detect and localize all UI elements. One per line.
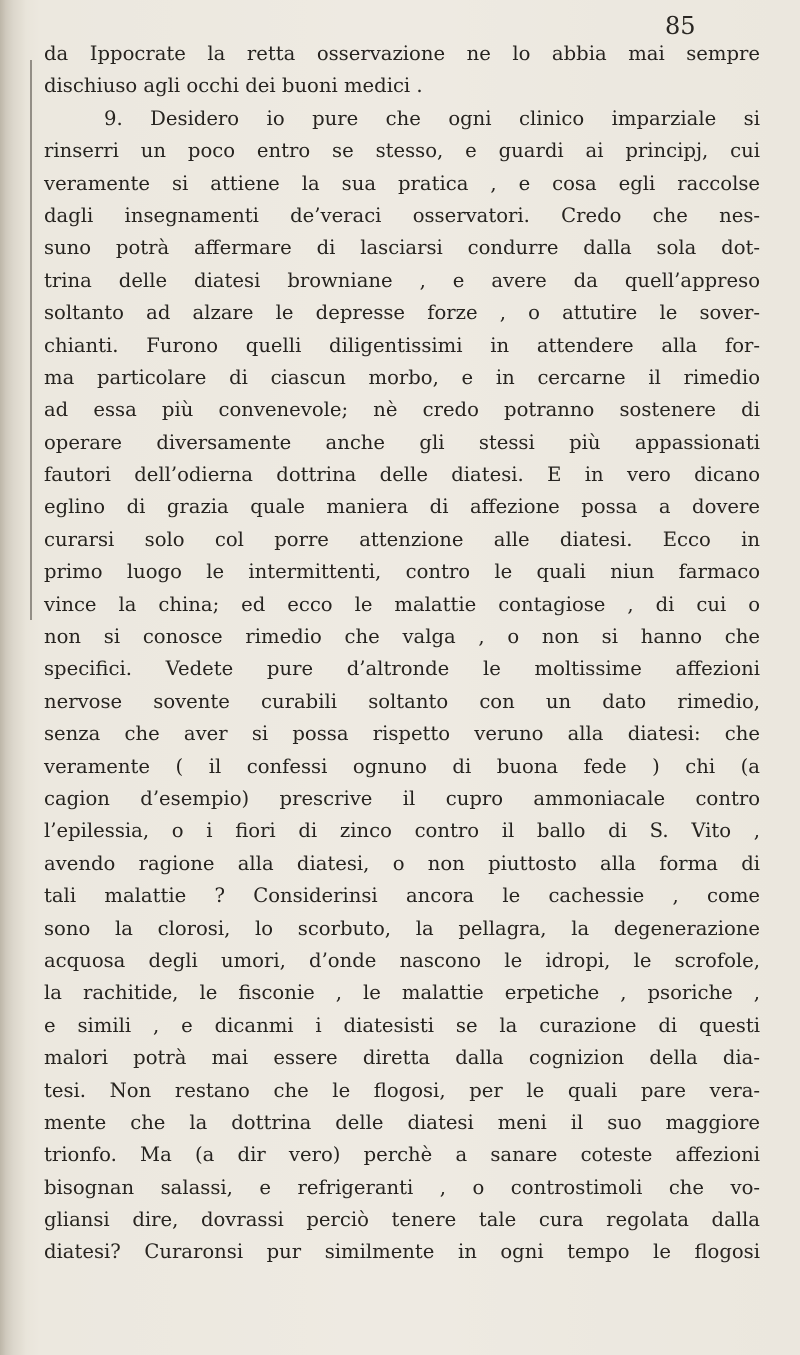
text-line: mente che la dottrina delle diatesi meni il suo maggiore: [44, 1110, 760, 1134]
text-line: tali malattie ? Considerinsi ancora le cachessie , come: [44, 884, 760, 908]
text-line: vince la china; ed ecco le malattie contagiose , di cui o: [44, 592, 760, 616]
text-line: e simili , e dicanmi i diatesisti se la curazione di questi: [44, 1013, 760, 1037]
text-line: trionfo. Ma (a dir vero) perchè a sanare coteste affezioni: [44, 1143, 760, 1167]
text-line: malori potrà mai essere diretta dalla cognizion della dia-: [44, 1046, 760, 1070]
text-line: fautori dell’odierna dottrina delle diatesi. E in vero dicano: [44, 463, 760, 487]
text-line: ad essa più convenevole; nè credo potranno sostenere di: [44, 398, 760, 422]
text-line: eglino di grazia quale maniera di affezione possa a dovere: [44, 495, 760, 519]
text-line: dischiuso agli occhi dei buoni medici .: [44, 74, 423, 98]
text-line: rinserri un poco entro se stesso, e guardi ai principj, cui: [44, 139, 760, 163]
text-line: specifici. Vedete pure d’altronde le moltissime affezioni: [44, 657, 760, 681]
text-line: acquosa degli umori, d’onde nascono le idropi, le scrofole,: [44, 948, 760, 972]
text-line: dagli insegnamenti de’veraci osservatori. Credo che nes-: [44, 203, 760, 227]
text-line: suno potrà affermare di lasciarsi condurre dalla sola dot-: [44, 236, 760, 260]
text-line: avendo ragione alla diatesi, o non piuttosto alla forma di: [44, 851, 760, 875]
text-line: veramente si attiene la sua pratica , e cosa egli raccolse: [44, 171, 760, 195]
text-line: non si conosce rimedio che valga , o non si hanno che: [44, 625, 760, 649]
text-line: l’epilessia, o i fiori di zinco contro il ballo di S. Vito ,: [44, 819, 760, 843]
page-number: 85: [665, 12, 696, 40]
text-line: tesi. Non restano che le flogosi, per le quali pare vera-: [44, 1078, 760, 1102]
page-binding-shadow: [30, 60, 32, 620]
text-line: primo luogo le intermittenti, contro le quali niun farmaco: [44, 560, 760, 584]
text-line: diatesi? Curaronsi pur similmente in ogni tempo le flogosi: [44, 1240, 760, 1264]
text-line: la rachitide, le fisconie , le malattie erpetiche , psoriche ,: [44, 981, 760, 1005]
text-line: operare diversamente anche gli stessi più appassionati: [44, 430, 760, 454]
text-line: da Ippocrate la retta osservazione ne lo abbia mai sempre: [44, 42, 760, 65]
text-line: cagion d’esempio) prescrive il cupro ammoniacale contro: [44, 786, 760, 810]
text-line: nervose sovente curabili soltanto con un dato rimedio,: [44, 689, 760, 713]
text-line: ma particolare di ciascun morbo, e in cercarne il rimedio: [44, 365, 760, 389]
text-line: bisognan salassi, e refrigeranti , o controstimoli che vo-: [44, 1175, 760, 1199]
text-line: curarsi solo col porre attenzione alle diatesi. Ecco in: [44, 527, 760, 551]
text-line: sono la clorosi, lo scorbuto, la pellagra, la degenerazione: [44, 916, 760, 940]
text-line: gliansi dire, dovrassi perciò tenere tale cura regolata dalla: [44, 1208, 760, 1232]
text-line: chianti. Furono quelli diligentissimi in attendere alla for-: [44, 333, 760, 357]
text-line: senza che aver si possa rispetto veruno alla diatesi: che: [44, 722, 760, 746]
text-line: 9. Desidero io pure che ogni clinico imparziale si: [104, 106, 760, 130]
page-text-body: [44, 38, 760, 1269]
text-line: soltanto ad alzare le depresse forze , o attutire le sover-: [44, 301, 760, 325]
text-line: trina delle diatesi browniane , e avere da quell’appreso: [44, 268, 760, 292]
text-line: veramente ( il confessi ognuno di buona fede ) chi (a: [44, 754, 760, 778]
page-binding-edge: [0, 0, 26, 1355]
